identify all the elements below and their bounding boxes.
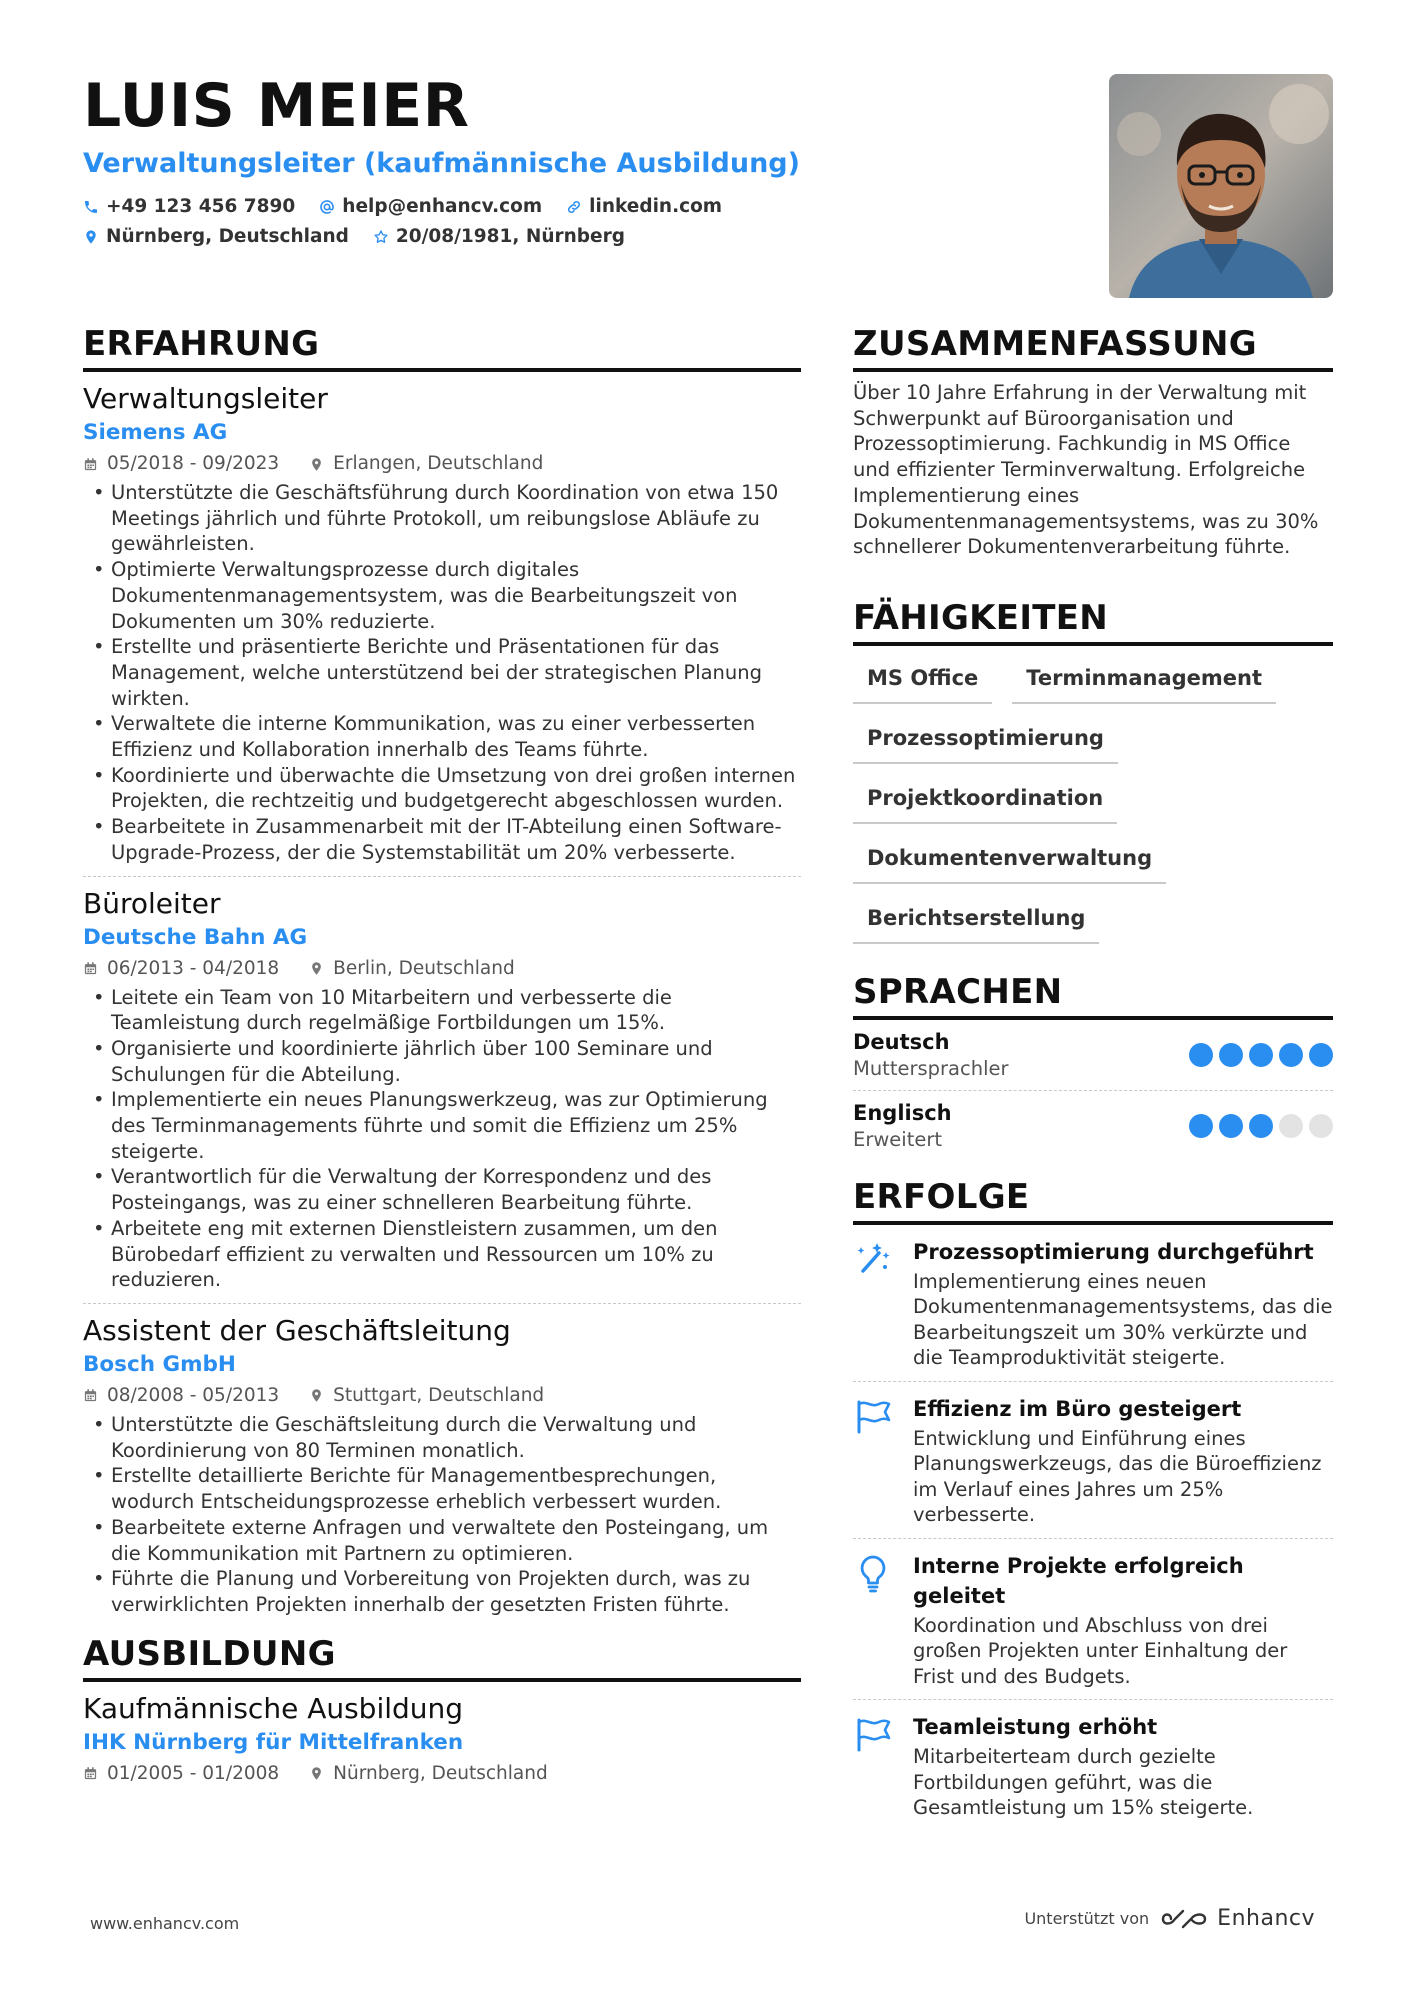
job-dates: 05/2018 - 09/2023 — [83, 452, 279, 476]
rating-dot — [1279, 1114, 1303, 1138]
rating-dot — [1219, 1114, 1243, 1138]
education-location: Nürnberg, Deutschland — [309, 1762, 548, 1786]
powered-by-label: Unterstützt von — [1024, 1909, 1150, 1928]
job-entry — [83, 877, 801, 1304]
star-icon — [373, 229, 389, 245]
job-title: Verwaltungsleiter — [83, 382, 328, 415]
achievement-desc: Implementierung eines neuen Dokumentenmanagementsystems, das die Bearbeitungszeit um 30% verkürzte und die Teamproduktivität steigerte. — [913, 1269, 1333, 1370]
calendar-icon — [83, 1766, 98, 1781]
language-entry — [853, 1020, 1333, 1091]
education-dates: 01/2005 - 01/2008 — [83, 1762, 279, 1786]
enhancv-logo-icon — [1159, 1907, 1209, 1931]
bullet-item: • Koordinierte und überwachte die Umsetzung von drei großen internen Projekten, die rechtzeitig und budgetgerecht abgeschlossen wurden. — [83, 763, 801, 814]
lightbulb-icon — [853, 1553, 893, 1593]
bullet-item: • Erstellte und präsentierte Berichte und Präsentationen für das Management, welche unterstützend bei der strategischen Planung wirkten. — [83, 634, 801, 711]
location-icon — [309, 1766, 324, 1781]
language-entry — [853, 1091, 1333, 1161]
contact-location-text: Nürnberg, Deutschland — [106, 226, 349, 247]
bullet-item: • Organisierte und koordinierte jährlich über 100 Seminare und Schulungen für die Abteilung. — [83, 1036, 801, 1087]
achievement-title: Effizienz im Büro gesteigert — [913, 1396, 1242, 1421]
location-icon — [309, 457, 324, 472]
skill-tag: Terminmanagement — [1012, 662, 1276, 704]
bullet-item: • Arbeitete eng mit externen Dienstleistern zusammen, um den Bürobedarf effizient zu verwalten und Ressourcen um 10% zu reduzieren. — [83, 1216, 801, 1293]
brand-name: Enhancv — [1217, 1906, 1315, 1931]
rating-dot — [1279, 1043, 1303, 1067]
magic-wand-icon — [853, 1239, 893, 1279]
bullet-item: • Bearbeitete in Zusammenarbeit mit der IT-Abteilung einen Software-Upgrade-Prozess, der die Systemstabilität um 20% verbesserte. — [83, 814, 801, 865]
contact-phone[interactable] — [83, 196, 295, 218]
achievement-title: Interne Projekte erfolgreich geleitet — [913, 1553, 1244, 1608]
degree-title: Kaufmännische Ausbildung — [83, 1691, 464, 1725]
rating-dot — [1249, 1114, 1273, 1138]
language-name: Deutsch — [853, 1029, 950, 1054]
contact-location — [83, 226, 349, 248]
job-meta — [83, 452, 801, 476]
calendar-icon — [83, 457, 98, 472]
bullet-item: • Implementierte ein neues Planungswerkzeug, was zur Optimierung des Terminmanagements führte und somit die Effizienz um 25% steigerte. — [83, 1087, 801, 1164]
language-name: Englisch — [853, 1100, 952, 1125]
language-rating — [1189, 1114, 1333, 1138]
right-column — [853, 322, 1333, 1831]
job-location: Erlangen, Deutschland — [309, 452, 543, 476]
achievements-section-title: ERFOLGE — [853, 1175, 1333, 1225]
job-location: Stuttgart, Deutschland — [309, 1384, 544, 1408]
achievement-desc: Koordination und Abschluss von drei großen Projekten unter Einhaltung der Frist und des Budgets. — [913, 1613, 1288, 1688]
footer-branding — [1024, 1906, 1315, 1931]
achievement-entry — [853, 1225, 1333, 1382]
rating-dot — [1309, 1114, 1333, 1138]
location-icon — [309, 961, 324, 976]
job-bullets — [83, 480, 801, 866]
phone-icon — [83, 199, 99, 215]
language-level: Muttersprachler — [853, 1056, 1009, 1080]
rating-dot — [1189, 1043, 1213, 1067]
job-location: Berlin, Deutschland — [309, 957, 515, 981]
job-dates: 08/2008 - 05/2013 — [83, 1384, 279, 1408]
education-meta — [83, 1762, 801, 1786]
rating-dot — [1189, 1114, 1213, 1138]
profile-photo — [1109, 74, 1333, 298]
calendar-icon — [83, 961, 98, 976]
contact-birth-text: 20/08/1981, Nürnberg — [395, 226, 625, 247]
contact-birth — [373, 226, 625, 248]
link-icon — [566, 199, 582, 215]
language-level: Erweitert — [853, 1127, 943, 1151]
bullet-item: • Bearbeitete externe Anfragen und verwaltete den Posteingang, um die Kommunikation mit Partnern zu optimieren. — [83, 1515, 801, 1566]
job-meta — [83, 957, 801, 981]
footer-website[interactable]: www.enhancv.com — [90, 1914, 240, 1933]
education-section-title: AUSBILDUNG — [83, 1632, 801, 1682]
education-entry — [83, 1682, 801, 1796]
job-title: Büroleiter — [83, 886, 221, 920]
bullet-item: • Leitete ein Team von 10 Mitarbeitern und verbesserte die Teamleistung durch regelmäßige Fortbildungen um 15%. — [83, 985, 801, 1036]
bullet-item: • Verwaltete die interne Kommunikation, was zu einer verbesserten Effizienz und Kollaboration innerhalb des Teams führte. — [83, 711, 801, 762]
achievement-desc: Entwicklung und Einführung eines Planungswerkzeugs, das die Büroeffizienz im Verlauf eines Jahres um 25% verbesserte. — [913, 1426, 1322, 1527]
job-entry — [83, 1304, 801, 1628]
rating-dot — [1249, 1043, 1273, 1067]
job-bullets — [83, 1412, 801, 1618]
experience-section-title: ERFAHRUNG — [83, 322, 801, 372]
job-meta — [83, 1384, 801, 1408]
skill-tag: Projektkoordination — [853, 782, 1117, 824]
bullet-item: • Optimierte Verwaltungsprozesse durch digitales Dokumentenmanagementsystem, was die Bearbeitungszeit von Dokumenten um 30% reduzierte. — [83, 557, 801, 634]
job-dates: 06/2013 - 04/2018 — [83, 957, 279, 981]
location-icon — [83, 229, 99, 245]
summary-section-title: ZUSAMMENFASSUNG — [853, 322, 1333, 372]
company-name: Bosch GmbH — [83, 1351, 236, 1377]
skills-section-title: FÄHIGKEITEN — [853, 596, 1333, 646]
company-name: Deutsche Bahn AG — [83, 924, 308, 950]
achievement-entry — [853, 1539, 1333, 1701]
job-bullets — [83, 985, 801, 1293]
skill-tag: MS Office — [853, 662, 992, 704]
contact-list — [83, 196, 1003, 248]
company-name: Siemens AG — [83, 420, 228, 445]
achievement-title: Teamleistung erhöht — [913, 1715, 1158, 1740]
skill-tag: Berichtserstellung — [853, 902, 1099, 944]
flag-icon — [853, 1396, 893, 1436]
calendar-icon — [83, 1388, 98, 1403]
resume-header — [83, 70, 1023, 248]
skills-list — [853, 646, 1333, 944]
skill-tag: Dokumentenverwaltung — [853, 842, 1166, 884]
achievement-desc: Mitarbeiterteam durch gezielte Fortbildungen geführt, was die Gesamtleistung um 15% steigerte. — [913, 1745, 1254, 1820]
contact-phone-text: +49 123 456 7890 — [106, 196, 296, 217]
candidate-headline: Verwaltungsleiter (kaufmännische Ausbildung) — [83, 148, 800, 179]
bullet-item: • Unterstützte die Geschäftsführung durch Koordination von etwa 150 Meetings jährlich und führte Protokoll, um reibungslose Abläufe zu gewährleisten. — [83, 480, 801, 557]
flag-icon — [853, 1714, 893, 1754]
location-icon — [309, 1388, 324, 1403]
contact-email-text: help@enhancv.com — [342, 196, 543, 217]
summary-text: Über 10 Jahre Erfahrung in der Verwaltung mit Schwerpunkt auf Büroorganisation und Prozessoptimierung. Fachkundig in MS Office und effizienter Terminverwaltung. Erfolgreiche Implementierung eines Dokumentenmanagementsystems, was zu 30% schnellerer Dokumentenverarbeitung führte. — [853, 381, 1319, 559]
bullet-item: • Erstellte detaillierte Berichte für Managementbesprechungen, wodurch Entscheidungsprozesse erheblich verbessert wurden. — [83, 1463, 801, 1514]
achievement-entry — [853, 1382, 1333, 1539]
at-icon — [319, 199, 335, 215]
bullet-item: • Führte die Planung und Vorbereitung von Projekten durch, was zu verwirklichten Projekten innerhalb der gesetzten Fristen führte. — [83, 1566, 801, 1617]
contact-linkedin-text: linkedin.com — [589, 196, 723, 217]
skill-tag: Prozessoptimierung — [853, 722, 1118, 764]
language-rating — [1189, 1043, 1333, 1067]
job-title: Assistent der Geschäftsleitung — [83, 1313, 511, 1347]
bullet-item: • Verantwortlich für die Verwaltung der Korrespondenz und des Posteingangs, was zu einer schnelleren Bearbeitung führte. — [83, 1164, 801, 1215]
achievement-entry — [853, 1700, 1333, 1831]
contact-linkedin[interactable] — [566, 196, 722, 218]
bullet-item: • Unterstützte die Geschäftsleitung durch die Verwaltung und Koordinierung von 80 Terminen monatlich. — [83, 1412, 801, 1463]
rating-dot — [1309, 1043, 1333, 1067]
rating-dot — [1219, 1043, 1243, 1067]
candidate-name: LUIS MEIER — [83, 71, 470, 141]
contact-email[interactable] — [319, 196, 542, 218]
school-name: IHK Nürnberg für Mittelfranken — [83, 1729, 464, 1755]
left-column — [83, 322, 801, 1796]
languages-section-title: SPRACHEN — [853, 970, 1333, 1020]
achievement-title: Prozessoptimierung durchgeführt — [913, 1239, 1314, 1264]
job-entry — [83, 372, 801, 877]
